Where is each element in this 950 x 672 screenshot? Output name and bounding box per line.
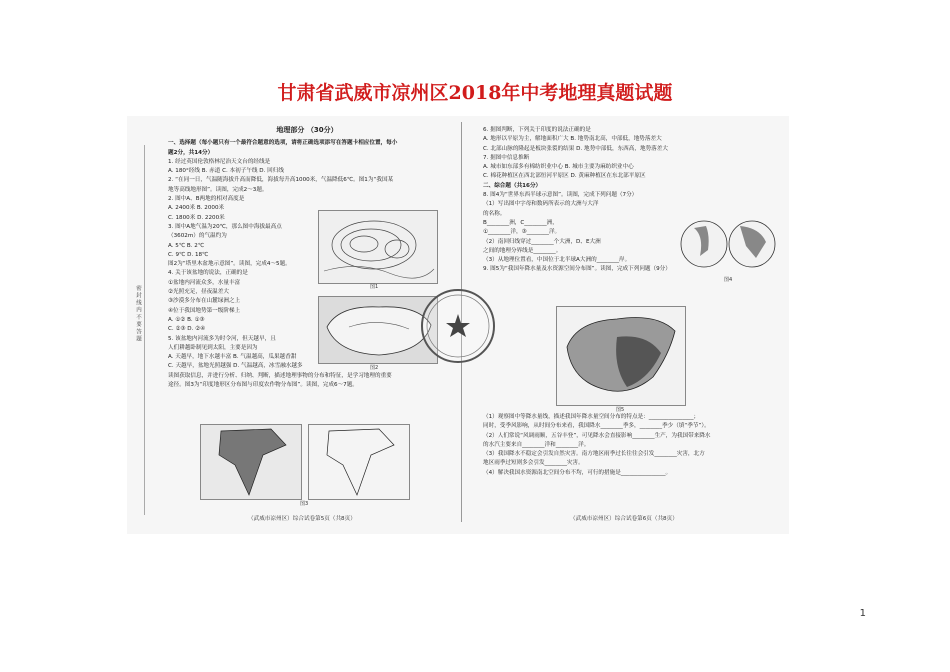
section-heading: 地理部分 （30分） — [276, 126, 338, 134]
text-line: （3）我国降水不稳定会引发自然灾害。南方地区雨季过长往往会引发________灾害，北方 — [483, 451, 705, 458]
hemispheres-figure — [680, 216, 776, 272]
text-line: A. 天越早，地下水越丰富 B. 气温越高，瓜果越香甜 — [168, 354, 297, 361]
text-line: （2）人们常说“风调雨顺，五谷丰登”，可见降水会直接影响________生产，为我国带来降水 — [483, 432, 711, 439]
text-line: ①盆地内河流众多，水量丰富 — [168, 279, 241, 286]
contour-lines — [319, 211, 437, 283]
text-line: C. 9℃ D. 18℃ — [168, 251, 209, 258]
hemisphere-circles — [680, 216, 776, 272]
text-line: 3. 图中A地气温为20℃，那么图中海拔最高点 — [168, 223, 282, 230]
text-line: 人们耕越卧制见到太阳，主要是因为 — [168, 344, 258, 351]
figure-label: 图2 — [370, 365, 379, 371]
document-title: 甘肃省武威市凉州区2018年中考地理真题试题 — [277, 82, 673, 104]
text-line: 1. 经过英国伦敦格林尼治天文台的经线是 — [168, 158, 271, 165]
text-line: （1）写出图中字母和数码所表示的大洲与大洋 — [483, 201, 599, 208]
text-line: 地区雨季过短则多会引发________灾害。 — [483, 460, 584, 467]
text-line: 5. 该盆地内河流多为时令河，但天越早，且 — [168, 335, 276, 342]
text-line: 读图获取信息，并进行分析、归纳、判断，描述地理事物的分布和特征，是学习地理的重要 — [168, 372, 392, 379]
figure-label: 图3 — [300, 501, 309, 507]
text-line: （4）解决我国水资源南北空间分布不均，可行的措施是________________。 — [483, 469, 672, 476]
text-line: 2. “在同一日，气温随海拔升高而降低，海拔每升高1000米，气温降低6℃。图1为“我国某 — [168, 177, 394, 184]
text-line: B________洲，C________洲， — [483, 219, 558, 226]
text-line: 一、选择题（每小题只有一个最符合题意的选项，请将正确选项添写在答题卡相应位置，每小 — [168, 140, 398, 147]
india-crop-map — [308, 424, 410, 500]
text-line: C. 天越早，盆地光照越强 D. 气温越高，冰雪融水越多 — [168, 363, 303, 370]
text-line: 地等高线地形图”。读图，完成2～3题。 — [168, 186, 268, 193]
india-shape — [201, 425, 301, 499]
text-line: ③沙漠多分布在山麓绿洲之上 — [168, 298, 241, 305]
text-line: ②光照充足，昼夜温差大 — [168, 289, 229, 296]
text-line: A. 地形以平原为主，解地面积广大 B. 地势南北高，中部低，地势落差大 — [483, 136, 662, 143]
page-footer: （武威市凉州区）综合试卷第5页（共8页） — [248, 516, 356, 522]
text-line: （3602m）的气温约为 — [168, 233, 227, 240]
text-line: A. ①② B. ①③ — [168, 316, 205, 323]
text-line: A. 2400米 B. 2000米 — [168, 205, 225, 212]
text-line: 8. 图4为“世界东西半球示意图”。读图，完成下列问题（7分） — [483, 192, 638, 199]
text-line: 9. 图5为“我国年降水量及水资源空间分布图”。读图，完成下列问题（9分） — [483, 266, 671, 273]
figure-label: 图4 — [724, 277, 733, 283]
page-number: 1 — [859, 608, 866, 619]
text-line: （3）从地理位置看，中国位于北半球A大洲的________岸。 — [483, 257, 631, 264]
text-line: 二、综合题（共16分） — [483, 182, 542, 189]
text-line: ④位于我国地势第一级阶梯上 — [168, 307, 241, 314]
text-line: 之间的地理分界线是________。 — [483, 247, 562, 254]
text-line: 2. 图中A、B两地的相对高度是 — [168, 196, 245, 203]
text-line: C. ②③ D. ②④ — [168, 326, 206, 333]
contour-map-figure — [318, 210, 438, 284]
text-line: ①________洋，③________洋。 — [483, 229, 561, 236]
china-precipitation-map — [556, 306, 686, 406]
text-line: 6. 据图判断，下列关于印度的说法正确的是 — [483, 127, 591, 133]
india-outline — [309, 425, 409, 499]
text-line: 途径。图3为“印度地形区分布图与印度农作物分布图”。读图，完成6～7题。 — [168, 382, 358, 389]
text-line: （1）观察图中等降水量线，描述我国年降水量空间分布的特点是：________________； — [483, 414, 700, 420]
figure-label: 图5 — [616, 407, 625, 413]
text-line: A. 180°经线 B. 赤道 C. 本初子午线 D. 回归线 — [168, 168, 284, 175]
text-line: 同时，受季风影响，从时间分布来看，我国降水________季多，________季少（填“季节”）。 — [483, 423, 710, 430]
text-line: C. 1800米 D. 2200米 — [168, 214, 225, 221]
china-shape — [557, 307, 685, 405]
india-terrain-map — [200, 424, 302, 500]
page-footer: （武威市凉州区）综合试卷第6页（共8页） — [570, 516, 678, 522]
text-line: A. 5℃ B. 2℃ — [168, 242, 205, 249]
official-stamp-seal — [418, 286, 498, 366]
text-line: 的水汽主要来自________洋和________洋。 — [483, 441, 590, 448]
text-line: 题2分，共14分） — [168, 149, 214, 156]
text-line: 的名称。 — [483, 210, 506, 217]
text-line: 图2为“塔里木盆地示意图”。读图，完成4～5题。 — [168, 261, 291, 268]
right-page-lower — [483, 413, 778, 478]
figure-label: 图1 — [370, 284, 379, 290]
binding-text: 密 封 线 内 不 要 答 题 — [135, 285, 141, 342]
text-line: 7. 据图中信息推断 — [483, 154, 530, 161]
text-line: （2）南回归线穿过________个大洲，D、E大洲 — [483, 238, 601, 245]
text-line: C. 棉花种植区在西北部恒河平原区 D. 黄麻种植区在东北部平原区 — [483, 173, 646, 180]
text-line: 4. 关于该盆地的说法，正确的是 — [168, 270, 248, 277]
text-line: C. 北部山脉的隆起是板块张裂的结果 D. 地势中部低，东西高，地势落差大 — [483, 145, 668, 152]
text-line: A. 城市如东部多有棉纺织业中心 B. 城市主要为麻纺织业中心 — [483, 164, 634, 171]
